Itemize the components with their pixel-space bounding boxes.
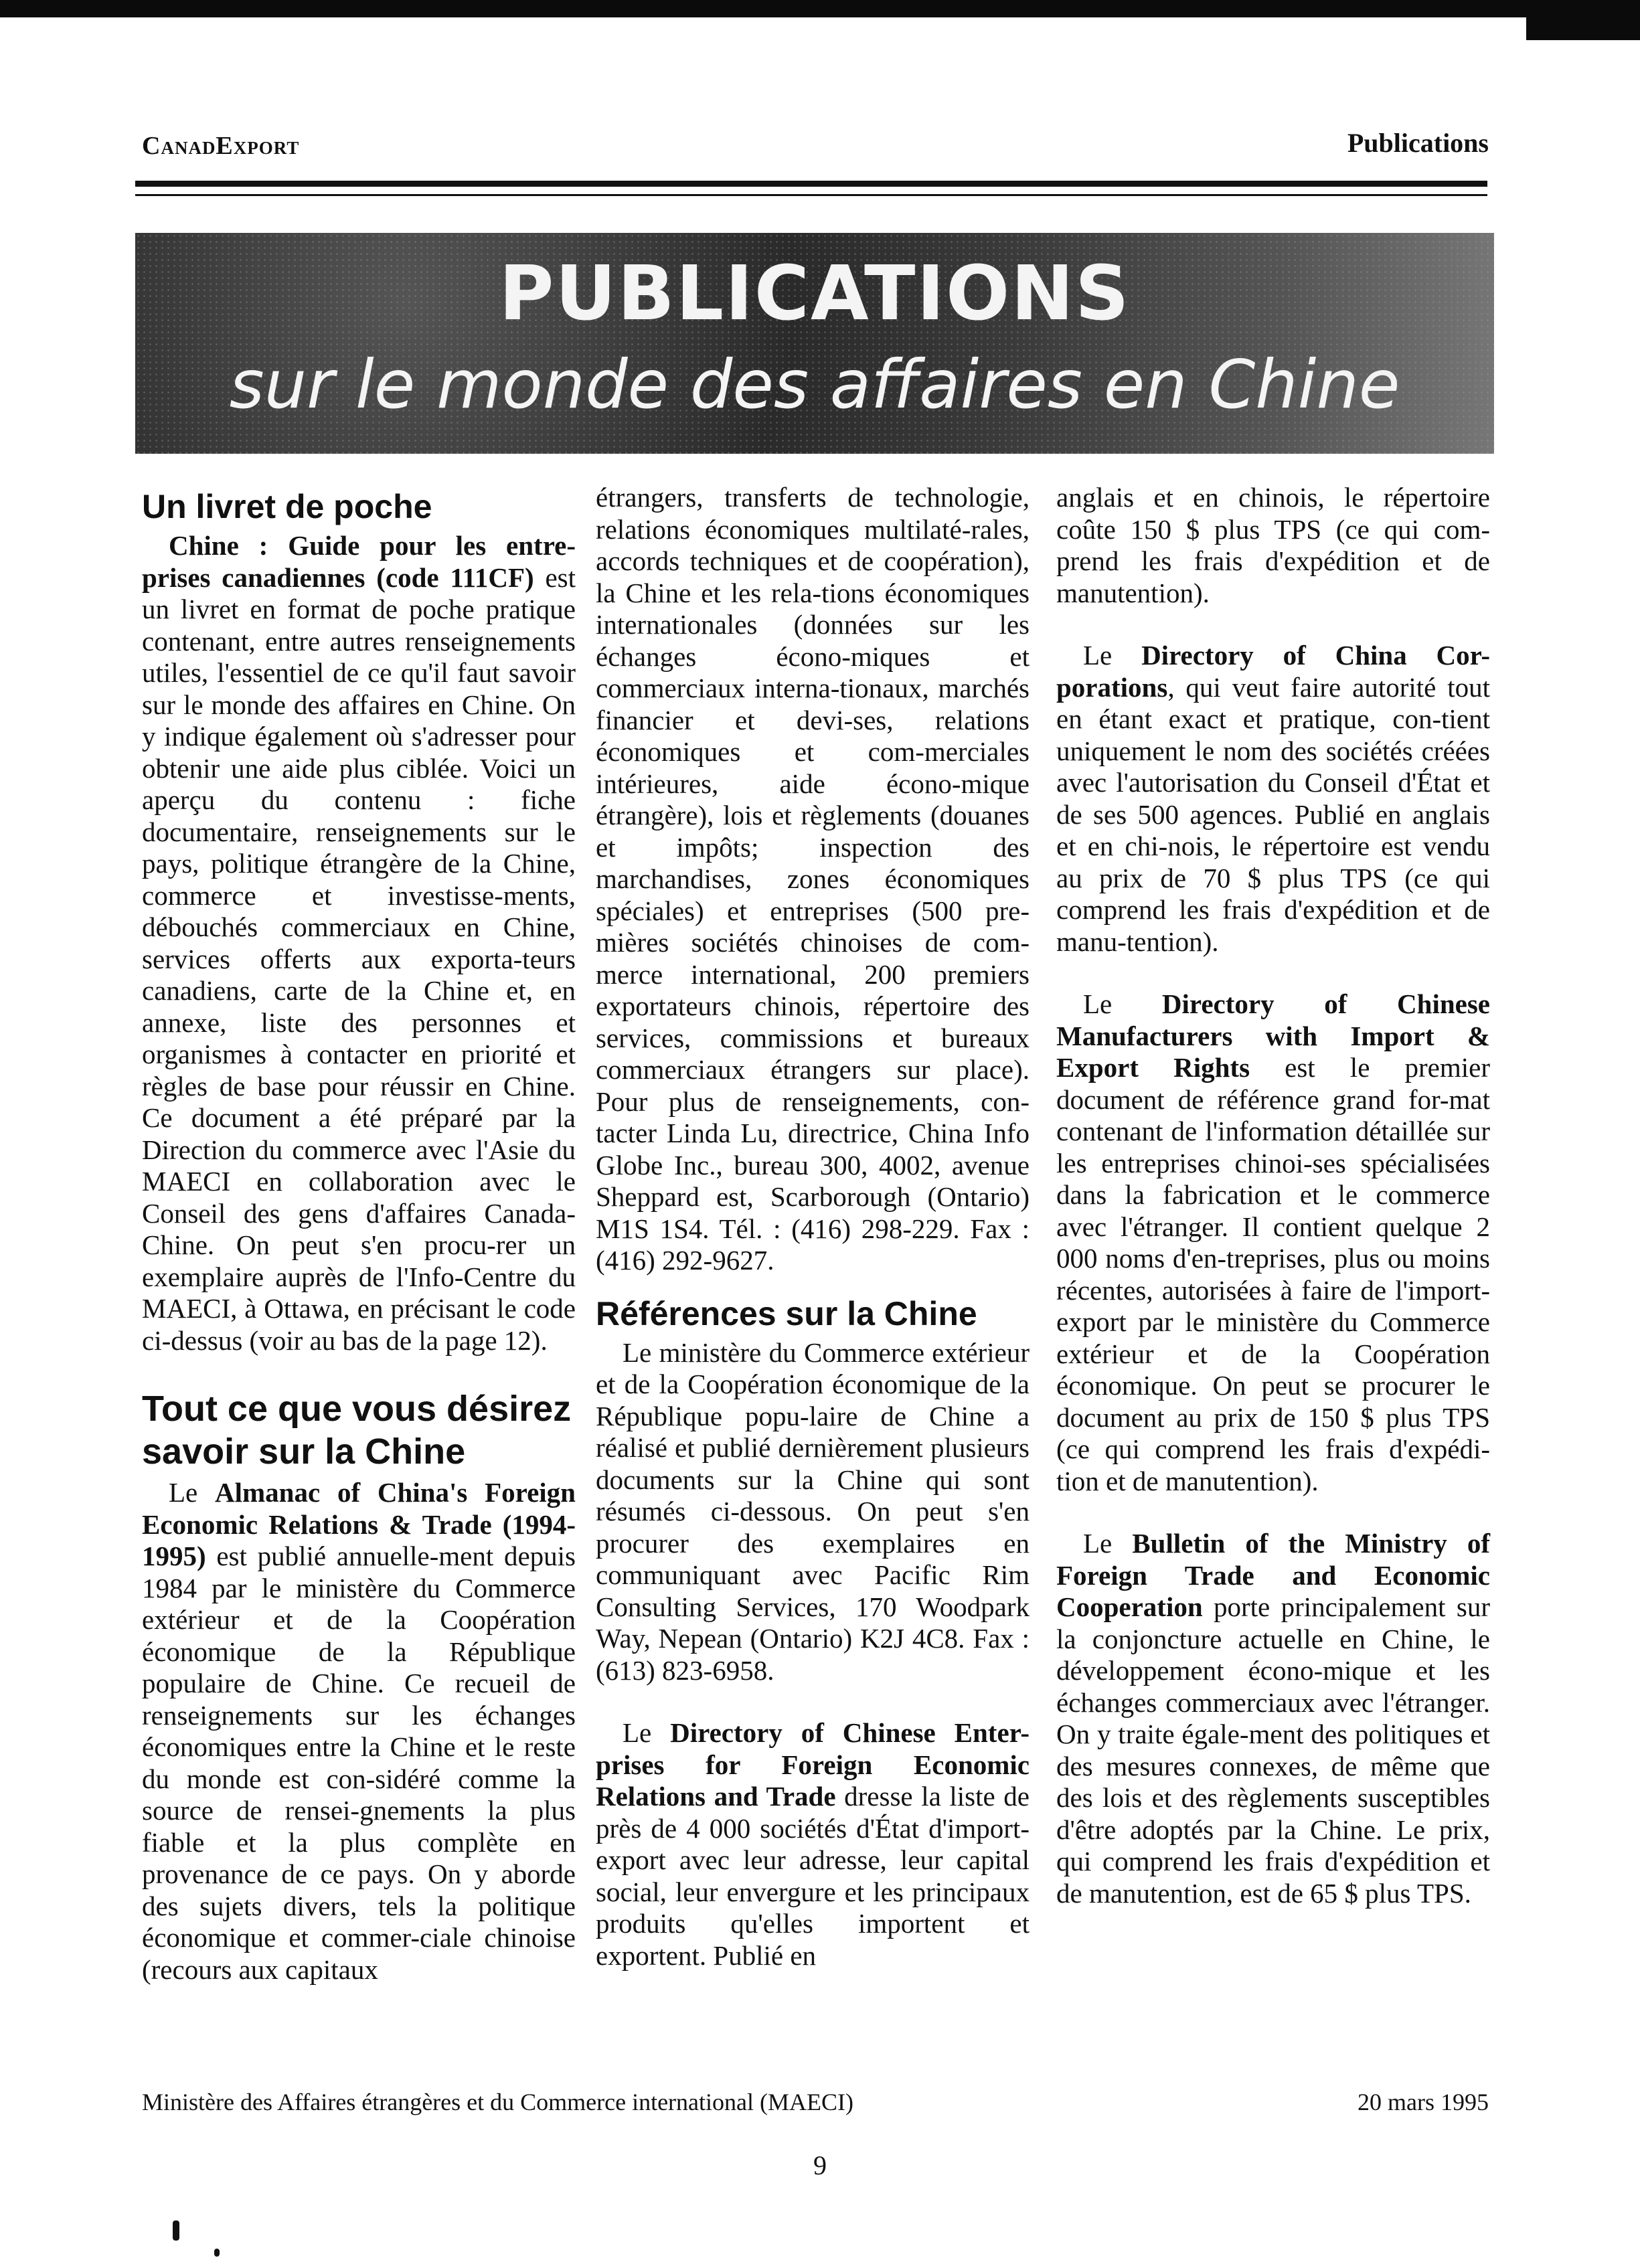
paragraph-text: est publié annuelle-ment depuis 1984 par le ministère du Commerce extérieur et de la Coopération économique de la République populaire de Chine. Ce recueil de renseignements sur les échanges économiques entre la Chine et le reste du monde est con-sidéré comme la source de rensei-gnements la plus fiable et la plus complète en provenance de ce pays. On y aborde des sujets divers, tels la politique économique et commer-ciale chinoise (recours aux capitaux — [142, 1541, 576, 1985]
column-1 — [142, 487, 576, 1986]
heading-un-livret-de-poche: Un livret de poche — [142, 488, 432, 525]
publication-title: Chine : Guide pour les entre-prises canadiennes (code 111CF) — [142, 530, 576, 593]
footer-ministry: Ministère des Affaires étrangères et du Commerce international (MAECI) — [142, 2089, 853, 2115]
paragraph-lead: Le — [1083, 1528, 1133, 1559]
publication-title: Almanac of China's Foreign Economic Relations & Trade (1994-1995) — [142, 1477, 576, 1571]
paragraph-lead: Le — [169, 1477, 216, 1508]
paragraph-text: est un livret en format de poche pratique contenant, entre autres renseignements utiles, l'essentiel de ce qu'il faut savoir sur le monde des affaires en Chine. On y indique également où s'adresser pour obtenir une aide plus ciblée. Voici un aperçu du contenu : fiche documentaire, renseignements sur le pays, politique étrangère de la Chine, commerce et investisse-ments, débouchés commerciaux en Chine, services offerts aux exporta-teurs canadiens, carte de la Chine et, en annexe, liste des personnes et organismes à contacter en priorité et règles de base pour réussir en Chine. Ce document a été préparé par la Direction du commerce avec l'Asie du MAECI en collaboration avec le Conseil des gens d'affaires Canada-Chine. On peut s'en procu-rer un exemplaire auprès de l'Info-Centre du MAECI, à Ottawa, en précisant le code ci-dessus (voir au bas de la page 12). — [142, 561, 576, 1356]
paragraph-lead: Le — [1083, 988, 1162, 1019]
paragraph-lead: Le — [623, 1717, 671, 1748]
banner-subtitle: sur le monde des affaires en Chine — [229, 345, 1400, 424]
paragraph — [142, 1477, 576, 1986]
column-2 — [596, 482, 1030, 1972]
footer-date: 20 mars 1995 — [1358, 2089, 1489, 2115]
heading-tout-ce-que-vous-desirez: Tout ce que vous désirez savoir sur la Chine — [142, 1389, 572, 1472]
column-3 — [1056, 482, 1490, 1909]
paragraph-text: dresse la liste de près de 4 000 sociétés d'État d'import-export avec leur adresse, leur capital social, leur envergure et les principaux produits qu'elles importent et exportent. Publié en — [596, 1781, 1030, 1971]
paragraph-text: , qui veut faire autorité tout en étant exact et pratique, con-tient uniquement le nom des sociétés créées avec l'autorisation du Conseil d'État et de ses 500 agences. Publié en anglais et en chi-nois, le répertoire est vendu au prix de 70 $ plus TPS (ce qui comprend les frais d'expédition et de manu-tention). — [1056, 671, 1490, 957]
title-banner — [135, 233, 1494, 454]
scan-border-top — [0, 0, 1640, 17]
paragraph — [1056, 988, 1490, 1497]
banner-title: PUBLICATIONS — [499, 250, 1131, 337]
paragraph-lead: Le — [1083, 640, 1142, 671]
paragraph — [596, 1717, 1030, 1972]
paragraph — [142, 530, 576, 1357]
page-number: 9 — [813, 2150, 827, 2180]
scan-speck — [173, 2220, 179, 2241]
paragraph: anglais et en chinois, le répertoire coûte 150 $ plus TPS (ce qui com-prend les frais d'expédition et de manutention). — [1056, 482, 1490, 608]
publication-title: Bulletin of the Ministry of Foreign Trade and Economic Cooperation — [1056, 1528, 1490, 1622]
scan-border-corner — [1526, 0, 1640, 40]
paragraph-text: est le premier document de référence grand for-mat contenant de l'information détaillée sur les entreprises chinoi-ses spécialisées dans la fabrication et le commerce avec l'étranger. Il contient quelque 2 000 noms d'en-treprises, plus ou moins récentes, autorisées à faire de l'import-export par le ministère du Commerce extérieur et de la Coopération économique. On peut se procurer le document au prix de 150 $ plus TPS (ce qui comprend les frais d'expédi-tion et de manutention). — [1056, 1052, 1490, 1496]
paragraph-text: porte principalement sur la conjoncture actuelle en Chine, le développement écono-mique et les échanges commerciaux avec l'étranger. On y traite égale-ment des politiques et des mesures connexes, de même que des lois et des règlements susceptibles d'être adoptés par la Chine. Le prix, qui comprend les frais d'expédition et de manutention, est de 65 $ plus TPS. — [1056, 1591, 1490, 1909]
publication-title: Directory of Chinese Manufacturers with Import & Export Rights — [1056, 988, 1490, 1083]
header-rule-thick — [135, 181, 1487, 187]
publication-name: CanadExport — [142, 132, 300, 160]
paragraph: étrangers, transferts de technologie, relations économiques multilaté-rales, accords techniques et de coopération), la Chine et les rela-tions économiques internationales (données sur les échanges écono-miques et commerciaux interna-tionaux, marchés financier et devi-ses, relations économiques et com-merciales intérieures, aide écono-mique étrangère), lois et règlements (douanes et impôts; inspection des marchandises, zones économiques spéciales) et entreprises (500 pre-mières sociétés chinoises de com-merce international, 200 premiers exportateurs chinois, répertoire des services, commissions et bureaux commerciaux étrangers sur place). Pour plus de renseignements, con-tacter Linda Lu, directrice, China Info Globe Inc., bureau 300, 4002, avenue Sheppard est, Scarborough (Ontario) M1S 1S4. Tél. : (416) 298-229. Fax : (416) 292-9627. — [596, 482, 1030, 1276]
scan-speck — [214, 2249, 220, 2257]
publication-title: Directory of China Cor-porations — [1056, 640, 1490, 703]
publication-title: Directory of Chinese Enter-prises for Foreign Economic Relations and Trade — [596, 1717, 1030, 1812]
header-rule-thin — [135, 194, 1487, 196]
paragraph — [1056, 1528, 1490, 1909]
section-name: Publications — [1347, 128, 1489, 158]
heading-references-sur-la-chine: Références sur la Chine — [596, 1294, 977, 1332]
paragraph — [1056, 640, 1490, 958]
paragraph: Le ministère du Commerce extérieur et de la Coopération économique de la République popu-laire de Chine a réalisé et publié dernièrement plusieurs documents sur la Chine qui sont résumés ci-dessous. On peut s'en procurer des exemplaires en communiquant avec Pacific Rim Consulting Services, 170 Woodpark Way, Nepean (Ontario) K2J 4C8. Fax : (613) 823-6958. — [596, 1336, 1030, 1686]
